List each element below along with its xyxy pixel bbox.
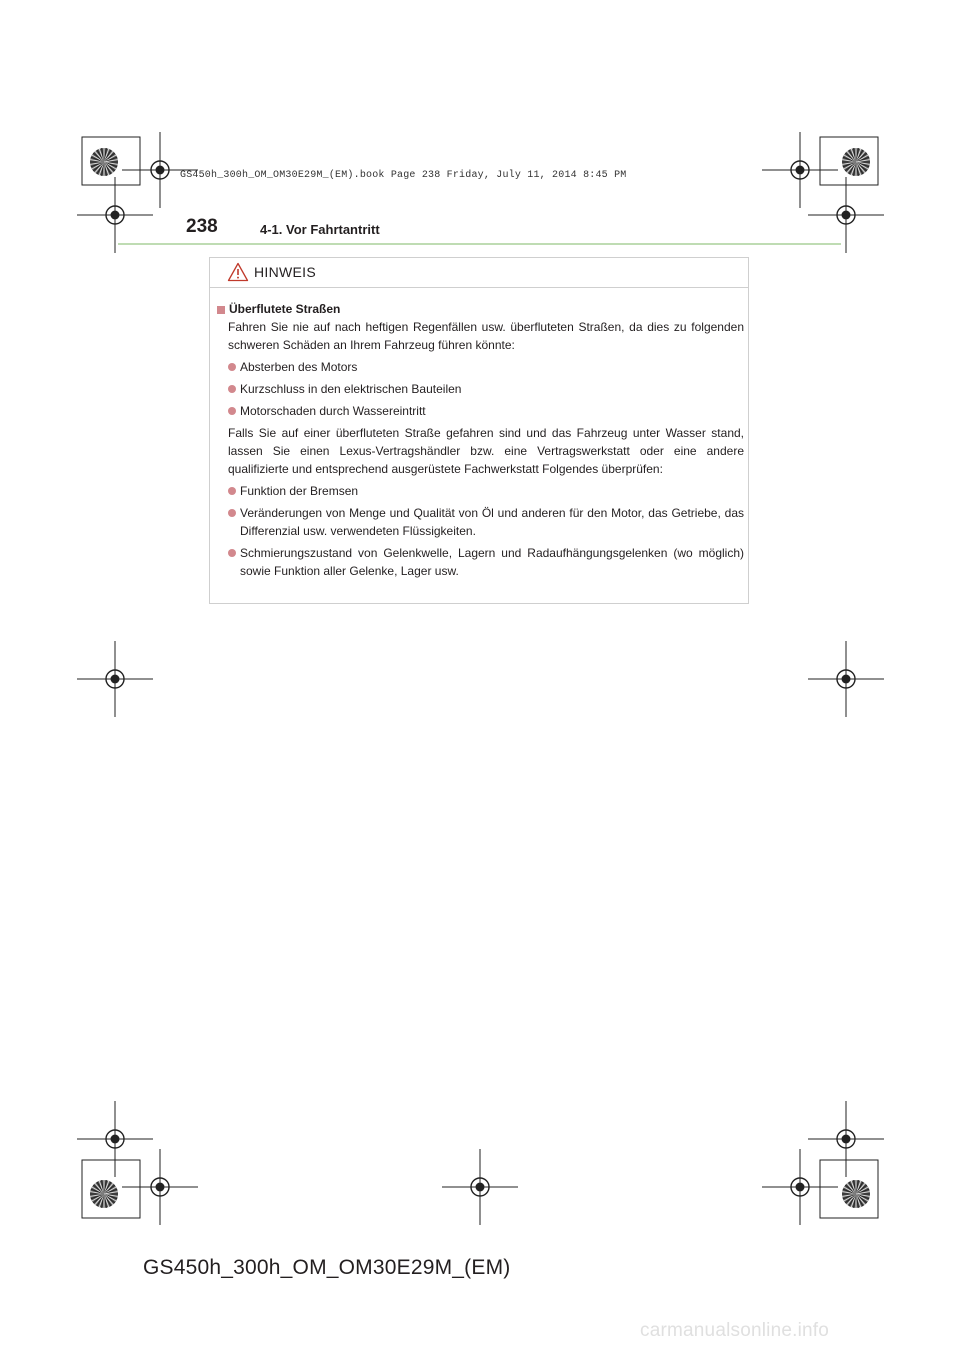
- crosshair-mark: [442, 1149, 518, 1225]
- round-bullet-icon: [228, 385, 236, 393]
- notice-subheading: [217, 300, 744, 318]
- watermark: carmanualsonline.info: [640, 1320, 830, 1341]
- square-bullet-icon: [217, 306, 225, 314]
- round-bullet-icon: [228, 487, 236, 495]
- list-item: [217, 358, 744, 376]
- list-item: [217, 482, 744, 500]
- list-item-text: Absterben des Motors: [240, 360, 358, 374]
- list-item-text: Funktion der Bremsen: [240, 484, 359, 498]
- print-info-line: GS450h_300h_OM_OM30E29M_(EM).book Page 238 Friday, July 11, 2014 8:45 PM: [180, 170, 627, 181]
- notice-box: [209, 257, 749, 604]
- round-bullet-icon: [228, 407, 236, 415]
- list-item-text: Kurzschluss in den elektrischen Bauteilen: [240, 382, 462, 396]
- crosshair-mark: [77, 641, 153, 717]
- crosshair-mark: [808, 1101, 884, 1177]
- crosshair-mark: [77, 177, 153, 253]
- crosshair-mark: [762, 132, 838, 208]
- crosshair-mark: [77, 1101, 153, 1177]
- list-item-text: Schmierungszustand von Gelenkwelle, Lagern und Radaufhängungsgelenken (wo möglich) sowie Funktion aller Gelenke, Lager usw.: [240, 546, 744, 578]
- warning-triangle-icon: [227, 262, 249, 282]
- section-title: 4-1. Vor Fahrtantritt: [260, 222, 380, 237]
- notice-check-intro: Falls Sie auf einer überfluteten Straße gefahren sind und das Fahrzeug unter Wasser stand, lassen Sie einen Lexus-Vertragshändler bzw. eine Vertragswerkstatt oder eine andere qualifizierte und entsprechend ausgerüstete Fachwerkstatt Folgendes überprüfen:: [228, 426, 744, 476]
- crosshair-mark: [808, 177, 884, 253]
- list-item-text: Motorschaden durch Wassereintritt: [240, 404, 426, 418]
- crosshair-mark: [808, 641, 884, 717]
- star-target-mark: [90, 148, 118, 176]
- notice-title: HINWEIS: [254, 264, 316, 280]
- footer-code: GS450h_300h_OM_OM30E29M_(EM): [143, 1256, 511, 1279]
- list-item: [217, 504, 744, 540]
- round-bullet-icon: [228, 363, 236, 371]
- list-item: [217, 380, 744, 398]
- notice-header: [210, 258, 748, 288]
- notice-content: [217, 300, 744, 580]
- star-target-mark: [842, 1180, 870, 1208]
- list-item: [217, 402, 744, 420]
- notice-subheading-text: Überflutete Straßen: [229, 302, 341, 316]
- round-bullet-icon: [228, 549, 236, 557]
- notice-intro: Fahren Sie nie auf nach heftigen Regenfällen usw. überfluteten Straßen, da dies zu folgenden schweren Schäden an Ihrem Fahrzeug führen könnte:: [228, 320, 744, 352]
- list-item: [217, 544, 744, 580]
- star-target-mark: [842, 148, 870, 176]
- header-rule: [118, 243, 841, 245]
- page-number: 238: [186, 216, 218, 237]
- star-target-mark: [90, 1180, 118, 1208]
- round-bullet-icon: [228, 509, 236, 517]
- list-item-text: Veränderungen von Menge und Qualität von Öl und anderen für den Motor, das Getriebe, das Differenzial usw. verwendeten Flüssigkeiten.: [240, 506, 744, 538]
